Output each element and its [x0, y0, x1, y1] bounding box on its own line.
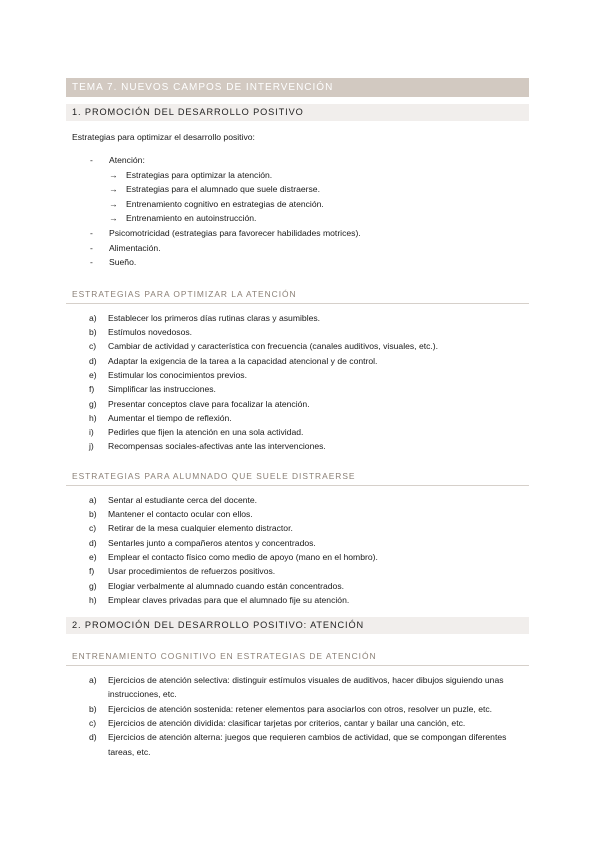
distracted-students-heading: ESTRATEGIAS PARA ALUMNADO QUE SUELE DISTRAERSE: [66, 471, 529, 486]
sub-item: [66, 168, 529, 183]
item-text: Simplificar las instrucciones.: [108, 384, 216, 395]
item-text: Sentarles junto a compañeros atentos y concentrados.: [108, 537, 316, 548]
item-text: Ejercicios de atención sostenida: retener elementos para asociarlos con otros, resolver un puzle, etc.: [108, 703, 493, 714]
list-item: [66, 354, 529, 368]
item-letter: c): [89, 523, 97, 534]
sub-item: [66, 211, 529, 226]
item-letter: d): [89, 732, 97, 743]
dash-marker: -: [90, 242, 93, 253]
sub-item: [66, 182, 529, 197]
item-text: Pedirles que fijen la atención en una sola actividad.: [108, 427, 304, 438]
item-text: Elogiar verbalmente al alumnado cuando están concentrados.: [108, 580, 345, 591]
list-item: [66, 425, 529, 439]
arrow-icon: →: [109, 169, 118, 180]
item-text: Cambiar de actividad y característica con frecuencia (canales auditivos, visuales, etc.).: [108, 341, 439, 352]
dash-marker: -: [90, 227, 93, 238]
list-item: [66, 411, 529, 425]
list-item: [66, 702, 529, 716]
item-text: Usar procedimientos de refuerzos positivos.: [108, 566, 276, 577]
dash-marker: -: [90, 257, 93, 268]
cognitive-training-list: [66, 673, 529, 759]
sub-item: [66, 197, 529, 212]
list-item: [66, 536, 529, 550]
list-item: [66, 521, 529, 535]
bullet-item: [66, 153, 529, 168]
item-letter: f): [89, 384, 95, 395]
item-text: Recompensas sociales-afectivas ante las intervenciones.: [108, 441, 326, 452]
attention-sub-list: [66, 168, 529, 226]
item-text: Emplear el contacto físico como medio de apoyo (mano en el hombro).: [108, 551, 378, 562]
list-item: [66, 730, 529, 759]
list-item: [66, 716, 529, 730]
item-letter: c): [89, 717, 97, 728]
section-1-title: 1. PROMOCIÓN DEL DESARROLLO POSITIVO: [66, 104, 529, 121]
item-text: Establecer los primeros días rutinas claras y asumibles.: [108, 312, 321, 323]
arrow-icon: →: [109, 213, 118, 224]
item-text: Retirar de la mesa cualquier elemento distractor.: [108, 523, 293, 534]
item-letter: b): [89, 509, 97, 520]
optimize-attention-heading: ESTRATEGIAS PARA OPTIMIZAR LA ATENCIÓN: [66, 289, 529, 304]
item-letter: e): [89, 551, 97, 562]
section-1-intro: Estrategias para optimizar el desarrollo positivo:: [72, 132, 255, 142]
item-letter: g): [89, 398, 97, 409]
bullet-item: [66, 255, 529, 270]
item-letter: e): [89, 369, 97, 380]
bullet-text: Atención:: [109, 155, 145, 165]
bullet-item: [66, 226, 529, 241]
list-item: [66, 325, 529, 339]
list-item: [66, 368, 529, 382]
document-page: [66, 78, 529, 759]
item-letter: b): [89, 703, 97, 714]
item-text: Estimular los conocimientos previos.: [108, 369, 247, 380]
list-item: [66, 564, 529, 578]
item-text: Emplear claves privadas para que el alumnado fije su atención.: [108, 594, 350, 605]
section-2-title: 2. PROMOCIÓN DEL DESARROLLO POSITIVO: ATENCIÓN: [66, 617, 529, 634]
item-letter: h): [89, 412, 97, 423]
item-text: Aumentar el tiempo de reflexión.: [108, 412, 232, 423]
distracted-students-list: [66, 493, 529, 607]
list-item: [66, 493, 529, 507]
item-letter: f): [89, 566, 95, 577]
list-item: [66, 311, 529, 325]
sub-item-text: Estrategias para el alumnado que suele distraerse.: [126, 184, 320, 195]
item-text: Ejercicios de atención alterna: juegos que requieren cambios de actividad, que se compongan diferentes tareas, etc.: [108, 732, 507, 757]
item-letter: c): [89, 341, 97, 352]
optimize-attention-list: [66, 311, 529, 454]
item-text: Estímulos novedosos.: [108, 327, 193, 338]
bullet-text: Psicomotricidad (estrategias para favorecer habilidades motrices).: [109, 227, 361, 238]
list-item: [66, 339, 529, 353]
sub-item-text: Entrenamiento cognitivo en estrategias de atención.: [126, 198, 324, 209]
item-text: Presentar conceptos clave para focalizar la atención.: [108, 398, 310, 409]
item-text: Sentar al estudiante cerca del docente.: [108, 494, 258, 505]
arrow-icon: →: [109, 198, 118, 209]
item-text: Adaptar la exigencia de la tarea a la capacidad atencional y de control.: [108, 355, 378, 366]
list-item: [66, 550, 529, 564]
item-letter: a): [89, 312, 97, 323]
bullet-text: Sueño.: [109, 257, 137, 268]
item-letter: a): [89, 494, 97, 505]
bullet-text: Alimentación.: [109, 242, 161, 253]
item-text: Ejercicios de atención selectiva: distinguir estímulos visuales de auditivos, hacer dibujos siguiendo unas instrucciones, etc.: [108, 675, 504, 700]
item-text: Mantener el contacto ocular con ellos.: [108, 509, 253, 520]
list-item: [66, 673, 529, 702]
sub-item-text: Estrategias para optimizar la atención.: [126, 169, 273, 180]
item-letter: i): [89, 427, 94, 438]
item-text: Ejercicios de atención dividida: clasificar tarjetas por criterios, cantar y bailar una canción, etc.: [108, 717, 466, 728]
item-letter: b): [89, 327, 97, 338]
list-item: [66, 382, 529, 396]
sub-item-text: Entrenamiento en autoinstrucción.: [126, 213, 257, 224]
list-item: [66, 439, 529, 453]
sub-list-container: [66, 168, 529, 226]
dash-marker: -: [90, 155, 93, 165]
item-letter: d): [89, 537, 97, 548]
item-letter: h): [89, 594, 97, 605]
item-letter: j): [89, 441, 94, 452]
topic-title: TEMA 7. NUEVOS CAMPOS DE INTERVENCIÓN: [66, 78, 529, 97]
cognitive-training-heading: ENTRENAMIENTO COGNITIVO EN ESTRATEGIAS DE ATENCIÓN: [66, 651, 529, 666]
list-item: [66, 397, 529, 411]
arrow-icon: →: [109, 184, 118, 195]
list-item: [66, 507, 529, 521]
item-letter: g): [89, 580, 97, 591]
list-item: [66, 579, 529, 593]
section-1-bullet-list: [66, 153, 529, 270]
list-item: [66, 593, 529, 607]
item-letter: d): [89, 355, 97, 366]
item-letter: a): [89, 675, 97, 686]
bullet-item: [66, 241, 529, 256]
